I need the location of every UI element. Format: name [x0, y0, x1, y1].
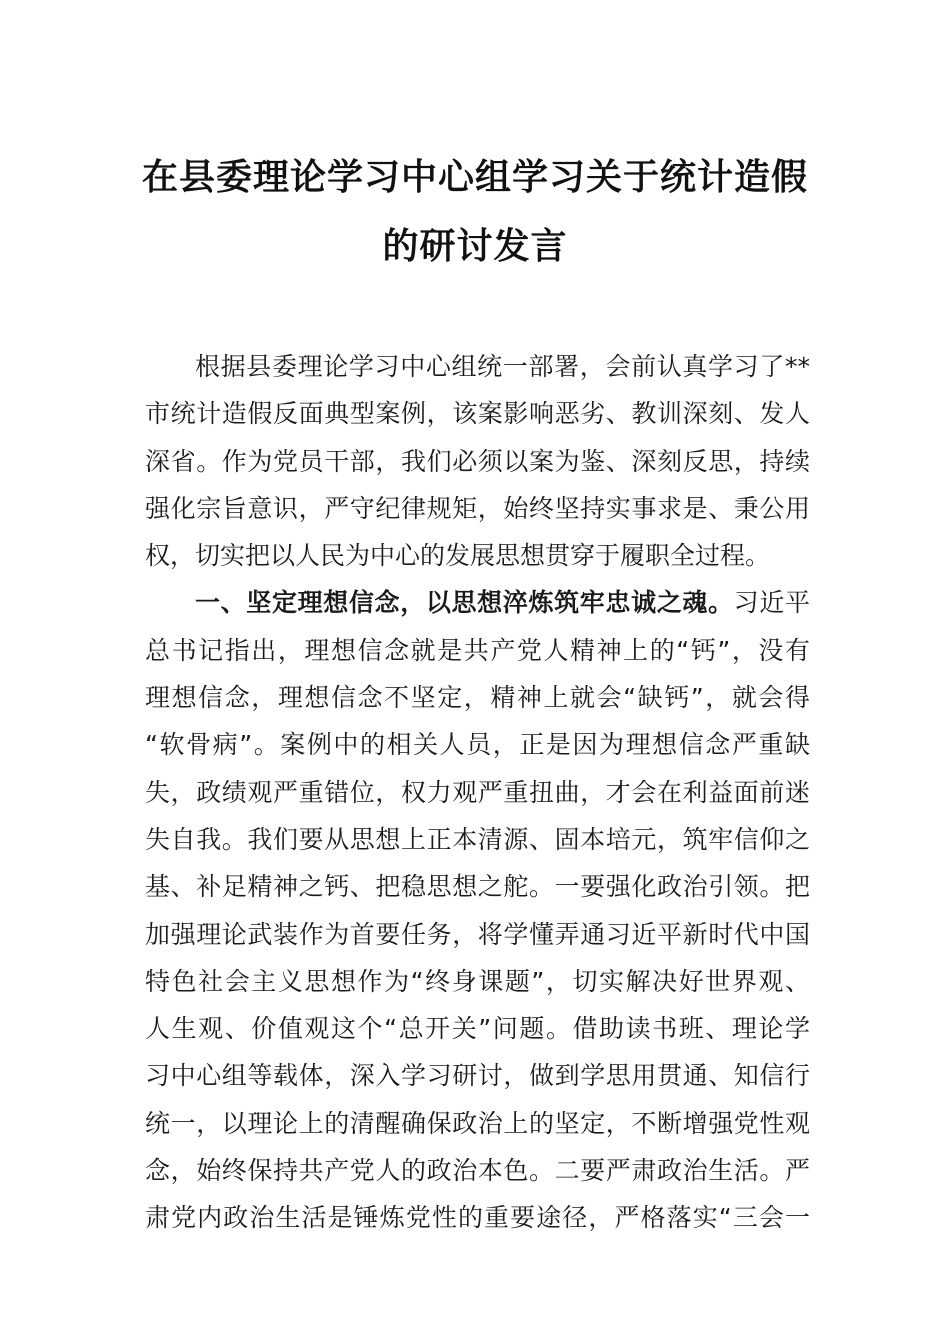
- paragraph-2-line: 念，始终保持共产党人的政治本色。二要严肃政治生活。严: [145, 1156, 810, 1186]
- paragraph-2-line: 加强理论武装作为首要任务，将学懂弄通习近平新时代中国: [145, 919, 810, 949]
- paragraph-2-line: 习中心组等载体，深入学习研讨，做到学思用贯通、知信行: [145, 1061, 810, 1091]
- paragraph-2-first-line: [145, 579, 810, 626]
- paragraph-2-line: 失自我。我们要从思想上正本清源、固本培元，筑牢信仰之: [145, 824, 810, 854]
- document-body: [145, 343, 810, 1242]
- paragraph-2-line: 特色社会主义思想作为“终身课题”，切实解决好世界观、: [145, 966, 810, 996]
- paragraph-1-line: 强化宗旨意识，严守纪律规矩，始终坚持实事求是、秉公用: [145, 493, 810, 523]
- paragraph-2-line: 失，政绩观严重错位，权力观严重扭曲，才会在利益面前迷: [145, 777, 810, 807]
- paragraph-2-line: 基、补足精神之钙、把稳思想之舵。一要强化政治引领。把: [145, 872, 810, 902]
- document-title-line-1: 在县委理论学习中心组学习关于统计造假: [141, 156, 808, 198]
- paragraph-2-line: 理想信念，理想信念不坚定，精神上就会“缺钙”，就会得: [145, 683, 810, 713]
- paragraph-2-line: “软骨病”。案例中的相关人员，正是因为理想信念严重缺: [145, 730, 810, 760]
- paragraph-2-line: 人生观、价值观这个“总开关”问题。借助读书班、理论学: [145, 1014, 810, 1044]
- paragraph-1-line: 权，切实把以人民为中心的发展思想贯穿于履职全过程。: [145, 541, 771, 571]
- paragraph-2-line: 总书记指出，理想信念就是共产党人精神上的“钙”，没有: [145, 635, 810, 665]
- paragraph-1-line: 根据县委理论学习中心组统一部署，会前认真学习了**: [195, 352, 810, 381]
- paragraph-1-line: 市统计造假反面典型案例，该案影响恶劣、教训深刻、发人: [145, 399, 810, 429]
- paragraph-2-first-line-rest: 习近平: [733, 588, 810, 618]
- section-heading: 一、坚定理想信念，以思想淬炼筑牢忠诚之魂。: [195, 588, 734, 618]
- paragraph-2-line: 统一，以理论上的清醒确保政治上的坚定，不断增强党性观: [145, 1108, 810, 1138]
- paragraph-2-line: 肃党内政治生活是锤炼党性的重要途径，严格落实“三会一: [145, 1203, 810, 1233]
- paragraph-1-line: 深省。作为党员干部，我们必须以案为鉴、深刻反思，持续: [145, 446, 810, 476]
- document-title-line-2: 的研讨发言: [382, 225, 568, 267]
